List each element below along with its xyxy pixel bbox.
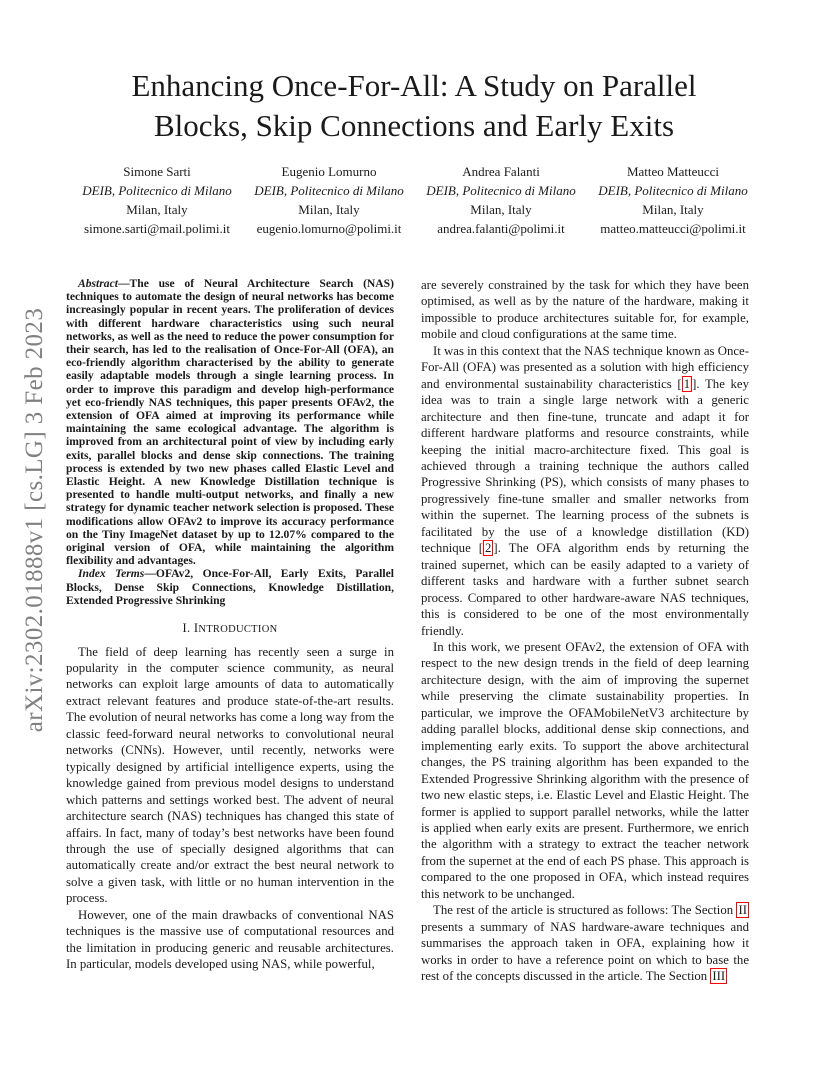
paragraph-text: . The OFA algorithm ends by returning the trained supernet, which can be easily adapted to a variety of different tasks and hardware with a further subnet search process. Compared to other hardware-aware NAS techniques, this is considered to be one of the most environmentally friendly.	[421, 541, 749, 638]
author-email: matteo.matteucci@polimi.it	[600, 221, 746, 236]
author-block-4	[588, 162, 758, 238]
author-name: Simone Sarti	[123, 164, 191, 179]
section-link[interactable]: II	[738, 903, 747, 918]
paper-title	[60, 66, 768, 146]
index-terms-text: —OFAv2, Once-For-All, Early Exits, Parallel Blocks, Dense Skip Connections, Knowledge Distillation, Extended Progressive Shrinking	[66, 567, 394, 607]
author-block-3	[416, 162, 586, 238]
abstract-label: Abstract	[78, 277, 118, 290]
section-link[interactable]: III	[712, 969, 726, 984]
author-location: Milan, Italy	[298, 202, 360, 217]
abstract-text: —The use of Neural Architecture Search (NAS) techniques to automate the design of neural networks has become increasingly popular in recent years. The proliferation of devices with different hardware characteristics using such neural networks, as well as the need to reduce the power consumption for their search, has led to the realisation of Once-For-All (OFA), an eco-friendly algorithm characterised by the ability to generate easily adaptable models through a single learning process. In order to improve this paradigm and develop high-performance yet eco-friendly NAS techniques, this paper presents OFAv2, the extension of OFA aimed at improving its performance while maintaining the same ecological advantage. The algorithm is improved from an architectural point of view by including early exits, parallel blocks and dense skip connections. The training process is extended by two new phases called Elastic Level and Elastic Height. A new Knowledge Distillation technique is presented to handle multi-output networks, and finally a new strategy for dynamic teacher network selection is proposed. These modifications allow OFAv2 to improve its accuracy performance on the Tiny ImageNet dataset by up to 12.07% compared to the original version of OFA, while maintaining the algorithm flexibility and advantages.	[66, 277, 394, 568]
paper-title-line-2: Blocks, Skip Connections and Early Exits	[153, 108, 675, 143]
author-affiliation: DEIB, Politecnico di Milano	[598, 183, 748, 198]
paragraph-text: . The key idea was to train a single large network with a generic architecture and then fine-tune, truncate and adapt it for different hardware platforms and resource constraints, while keeping the initial macro-architecture fixed. This goal is achieved through a training technique the authors called Progressive Shrinking (PS), which consists of many phases to progressively fine-tune smaller and smaller networks from within the supernet. The learning process of the subnets is facilitated by the use of a knowledge distillation (KD) technique	[421, 376, 749, 556]
paragraph-text: presents a summary of NAS hardware-aware techniques and summarises the approach taken in OFA, explaining how it works in order to have a reference point on which to base the rest of the concepts discussed in the article. The Section	[421, 919, 749, 984]
author-location: Milan, Italy	[642, 202, 704, 217]
author-name: Matteo Matteucci	[626, 164, 720, 179]
author-name: Eugenio Lomurno	[281, 164, 377, 179]
author-email: simone.sarti@mail.polimi.it	[84, 221, 230, 236]
left-column	[66, 277, 394, 973]
author-email: eugenio.lomurno@polimi.it	[256, 221, 402, 236]
author-block-1	[72, 162, 242, 238]
paper-title-line-1: Enhancing Once-For-All: A Study on Parallel	[131, 68, 697, 103]
paragraph: In this work, we present OFAv2, the extension of OFA with respect to the new design trends in the field of deep learning architecture design, with the aim of improving the supernet while preserving the climate sustainability properties. In particular, we improve the OFAMobileNetV3 architecture by adding parallel blocks, additional dense skip connections, and implementing early exits. To support the above architectural changes, the PS training algorithm has been expanded to the Extended Progressive Shrinking algorithm with the presence of two new elastic steps, i.e. Elastic Level and Elastic Height. The former is applied to support parallel networks, while the latter is applied when early exits are present. Furthermore, we enrich the algorithm with a strategy to extract the teacher network from the supernet at the end of each PS phase. This approach is compared to the one proposed in OFA, which instead requires this network to be unchanged.	[421, 639, 749, 901]
paragraph: It was in this context that the NAS technique known as Once-For-All (OFA) was presented as a solution with high efficiency and environmental sustainability characteristics [ 1 ]. The key idea was to train a single large network with a generic architecture and then fine-tune, truncate and adapt it for different hardware platforms and resource constraints, while keeping the initial macro-architecture fixed. This goal is achieved through a training technique the authors called Progressive Shrinking (PS), which consists of many phases to progressively fine-tune smaller and smaller networks from within the supernet. The learning process of the subnets is facilitated by the use of a knowledge distillation (KD) technique [ 2 ]. The OFA algorithm ends by returning the trained supernet, which can be easily adapted to a variety of different tasks and hardware with a further subnet search process. Compared to other hardware-aware NAS techniques, this is considered to be one of the most environmentally friendly.	[421, 343, 749, 638]
paragraph-text: The rest of the article is structured as follows: The Section	[433, 903, 737, 918]
section-title-rest: NTRODUCTION	[198, 624, 278, 636]
author-email: andrea.falanti@polimi.it	[437, 221, 565, 236]
index-terms-label: Index Terms	[78, 567, 145, 581]
citation-link[interactable]: 2	[485, 541, 492, 556]
author-location: Milan, Italy	[126, 202, 188, 217]
index-terms	[66, 567, 394, 607]
citation-link[interactable]: 1	[683, 376, 691, 391]
paragraph-text: It was in this context that the NAS technique known as Once-For-All (OFA) was presented as a solution with high efficiency and environmental sustainability characteristics	[421, 343, 749, 391]
paragraph	[421, 902, 749, 984]
section-title-initial: I	[193, 621, 199, 636]
author-affiliation: DEIB, Politecnico di Milano	[82, 183, 232, 198]
author-name: Andrea Falanti	[462, 164, 540, 179]
section-number: I.	[182, 621, 194, 636]
right-column	[421, 277, 749, 984]
paragraph: The field of deep learning has recently seen a surge in popularity in the computer science community, as neural networks can exploit large amounts of data to automatically extract relevant features and produce state-of-the-art results. The evolution of neural networks has come a long way from the classic feed-forward neural networks to convolutional neural networks (CNNs). However, until recently, networks were typically designed by artificial intelligence experts, using the knowledge gained from previous model designs to understand which patterns and settings worked best. The advent of neural architecture search (NAS) techniques has changed this state of affairs. In fact, many of today’s best networks have been found through the use of specially designed algorithms that can automatically create and/or extract the best neural network to solve a given task, with little or no human intervention in the process.	[66, 644, 395, 906]
paragraph: However, one of the main drawbacks of conventional NAS techniques is the massive use of computational resources and the limitation in producing generic and reusable architectures. In particular, models developed using NAS, while powerful,	[66, 907, 394, 972]
author-affiliation: DEIB, Politecnico di Milano	[426, 183, 576, 198]
arxiv-identifier-text: arXiv:2302.01888v1 [cs.LG] 3 Feb 2023	[21, 307, 48, 733]
section-heading-introduction	[66, 620, 394, 638]
author-location: Milan, Italy	[470, 202, 532, 217]
paragraph: are severely constrained by the task for which they have been optimised, as well as by the nature of the hardware, making it impossible to produce architectures suitable for, for example, mobile and cloud configurations at the same time.	[421, 278, 749, 342]
abstract	[66, 277, 394, 567]
author-affiliation: DEIB, Politecnico di Milano	[254, 183, 404, 198]
author-block-2	[244, 162, 414, 238]
